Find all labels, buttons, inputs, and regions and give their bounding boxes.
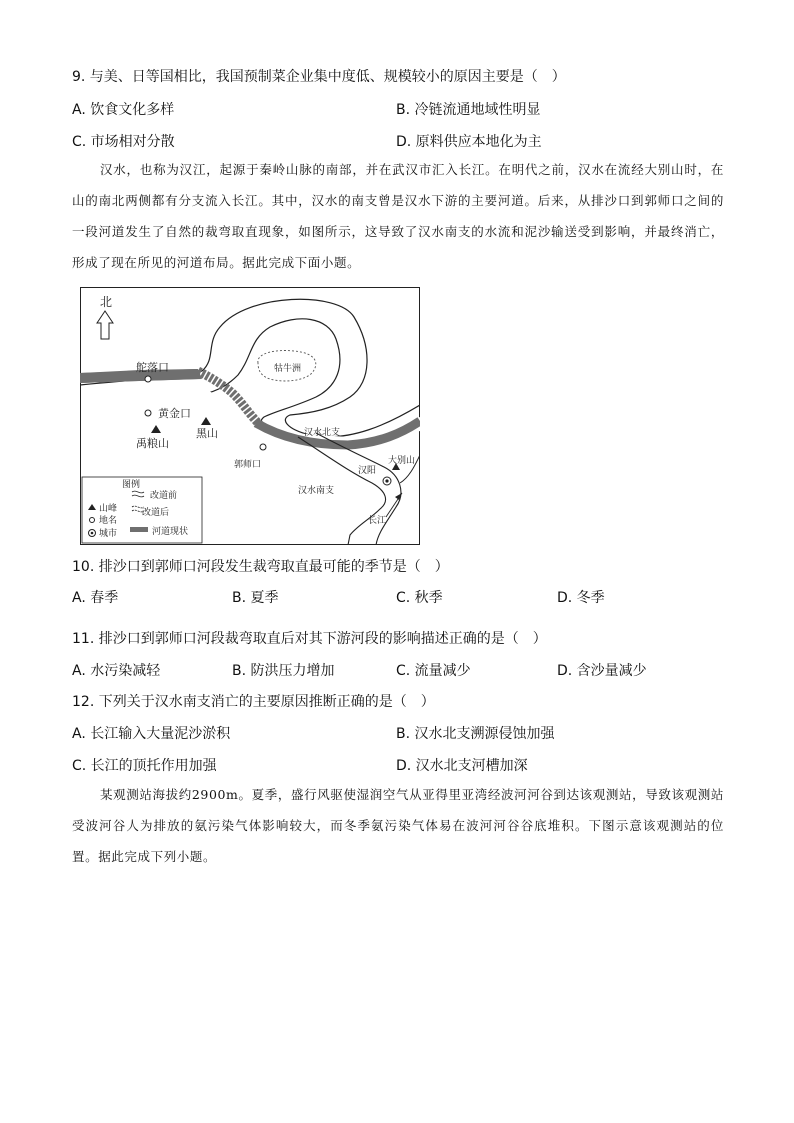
guoshikou-label: 郭师口 bbox=[234, 460, 262, 470]
q9-option-a: A. 饮食文化多样 bbox=[72, 102, 175, 118]
legend-title: 图例 bbox=[122, 480, 141, 490]
tuoluokou-label: 舵落口 bbox=[136, 361, 169, 374]
hanyang-label: 汉阳 bbox=[358, 466, 377, 476]
q12-stem: 12. 下列关于汉水南支消亡的主要原因推断正确的是（ ） bbox=[72, 694, 435, 710]
guoshikou-dot bbox=[260, 444, 266, 450]
q9-option-b: B. 冷链流通地域性明显 bbox=[396, 102, 541, 118]
passage-hanshui: 汉水，也称为汉江，起源于秦岭山脉的南部，并在武汉市汇入长江。在明代之前，汉水在流经大别山时，在山的南北两侧都有分支流入长江。其中，汉水的南支曾是汉水下游的主要河道。后来，从排沙口到郭师口之间的一段河道发生了自然的裁弯取直现象，如图所示，这导致了汉水南支的水流和泥沙输送受到影响，并最终消亡，形成了现在所见的河道布局。据此完成下面小题。 bbox=[72, 162, 724, 270]
q11-option-d: D. 含沙量减少 bbox=[557, 663, 647, 679]
hanyang-city-icon bbox=[385, 479, 388, 482]
legend-current-label: 河道现状 bbox=[152, 527, 189, 537]
south-branch-label: 汉水南支 bbox=[298, 486, 335, 496]
huangjinkou-label: 黄金口 bbox=[158, 407, 191, 420]
passage-observatory: 某观测站海拔约2900m。夏季，盛行风驱使湿润空气从亚得里亚湾经波河河谷到达该观测站，导致该观测站受波河谷人为排放的氨污染气体影响较大，而冬季氨污染气体易在波河河谷谷底堆积。下图示意该观测站的位置。据此完成下列小题。 bbox=[72, 787, 724, 864]
q10-option-d: D. 冬季 bbox=[557, 590, 605, 606]
q12-option-c: C. 长江的顶托作用加强 bbox=[72, 758, 217, 774]
q9-option-d: D. 原料供应本地化为主 bbox=[396, 134, 542, 150]
north-label: 北 bbox=[100, 295, 113, 309]
q9-option-c: C. 市场相对分散 bbox=[72, 134, 175, 150]
legend-peak-label: 山峰 bbox=[99, 504, 118, 514]
q11-option-b: B. 防洪压力增加 bbox=[232, 663, 335, 679]
dabieshan-label: 大别山 bbox=[388, 456, 416, 466]
lake-label: 牯牛洲 bbox=[274, 364, 302, 374]
q9-stem: 9. 与美、日等国相比，我国预制菜企业集中度低、规模较小的原因主要是（ ） bbox=[72, 69, 566, 85]
legend-current-icon bbox=[130, 527, 148, 532]
q12-option-d: D. 汉水北支河槽加深 bbox=[396, 758, 528, 774]
legend-city-icon bbox=[91, 532, 94, 535]
q12-option-b: B. 汉水北支溯源侵蚀加强 bbox=[396, 726, 555, 742]
q10-option-a: A. 春季 bbox=[72, 590, 119, 606]
legend-place-label: 地名 bbox=[99, 516, 118, 526]
legend-before-label: 改道前 bbox=[150, 491, 178, 501]
heishan-label: 黑山 bbox=[196, 427, 218, 440]
q10-stem: 10. 排沙口到郭师口河段发生裁弯取直最可能的季节是（ ） bbox=[72, 559, 449, 575]
q12-option-a: A. 长江输入大量泥沙淤积 bbox=[72, 726, 231, 742]
legend-after-label: 改道后 bbox=[142, 508, 170, 518]
q11-stem: 11. 排沙口到郭师口河段裁弯取直后对其下游河段的影响描述正确的是（ ） bbox=[72, 631, 547, 647]
huangjinkou-dot bbox=[145, 410, 151, 416]
river-current-main bbox=[80, 374, 198, 378]
legend-city-label: 城市 bbox=[99, 529, 118, 539]
q10-option-b: B. 夏季 bbox=[232, 590, 279, 606]
q11-option-c: C. 流量减少 bbox=[396, 663, 471, 679]
q11-option-a: A. 水污染减轻 bbox=[72, 663, 161, 679]
legend-place-icon bbox=[90, 518, 95, 523]
q10-option-c: C. 秋季 bbox=[396, 590, 443, 606]
yuliangshan-label: 禹粮山 bbox=[136, 437, 169, 450]
hanshui-river-map bbox=[80, 287, 420, 545]
north-branch-label: 汉水北支 bbox=[304, 428, 341, 438]
changjiang-label: 长江 bbox=[368, 516, 387, 526]
tuoluokou-dot bbox=[145, 376, 151, 382]
